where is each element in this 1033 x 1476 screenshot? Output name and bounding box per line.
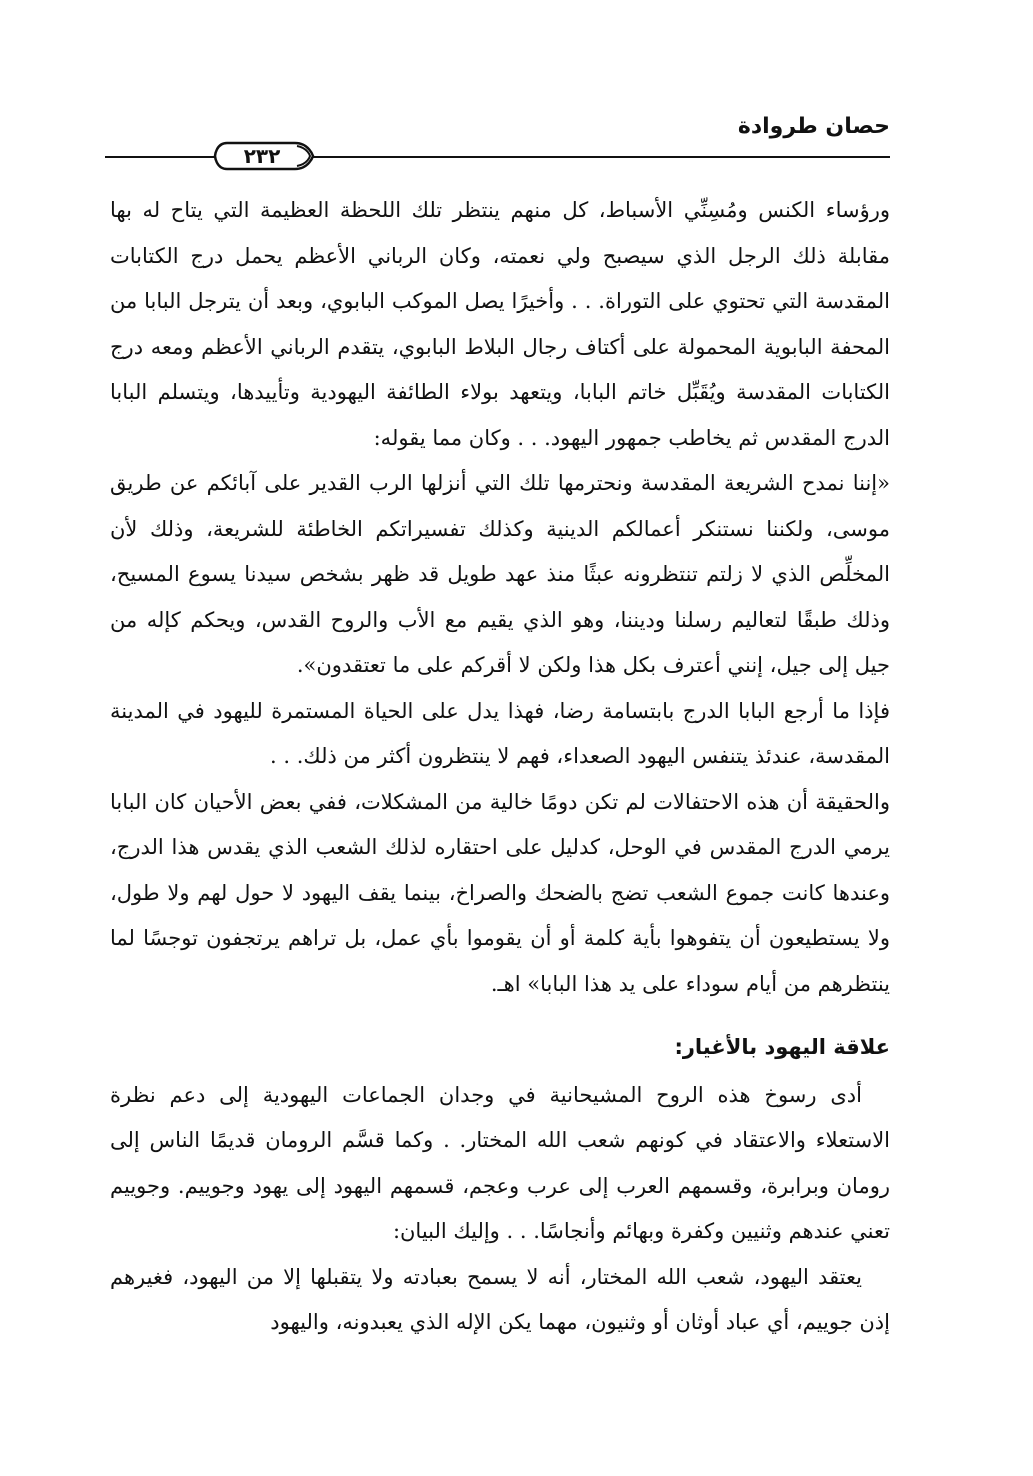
page-header bbox=[105, 108, 890, 192]
paragraph-procession: ورؤساء الكنس ومُسِنِّي الأسباط، كل منهم ينتظر تلك اللحظة العظيمة التي يتاح له بها مقابلة ذلك الرجل الذي سيصبح ولي نعمته، وكان الرباني الأعظم يحمل درج الكتابات المقدسة التي تحتوي على التوراة. . . وأخيرًا يصل الموكب البابوي، وبعد أن يترجل البابا من المحفة البابوية المحمولة على أكتاف رجال البلاط البابوي، يتقدم الرباني الأعظم ومعه درج الكتابات المقدسة ويُقَبِّل خاتم البابا، ويتعهد بولاء الطائفة اليهودية وتأييدها، ويتسلم البابا الدرج المقدس ثم يخاطب جمهور اليهود. . . وكان مما يقوله: bbox=[110, 198, 890, 450]
body-text bbox=[110, 188, 890, 1346]
book-title: حصان طروادة bbox=[737, 114, 890, 139]
paragraph-pope-speech: «إننا نمدح الشريعة المقدسة ونحترمها تلك التي أنزلها الرب القدير على آبائكم عن طريق موسى، ولكننا نستنكر أعمالكم الدينية وكذلك تفسيراتكم الخاطئة للشريعة، وذلك لأن المخلِّص الذي لا زلتم تنتظرونه عبثًا منذ عهد طويل قد ظهر بشخص سيدنا يسوع المسيح، وذلك طبقًا لتعاليم رسلنا وديننا، وهو الذي يقيم مع الأب والروح القدس، ويحكم كإله من جيل إلى جيل، إنني أعترف بكل هذا ولكن لا أقركم على ما تعتقدون». bbox=[110, 471, 890, 677]
paragraph-scroll-return: فإذا ما أرجع البابا الدرج بابتسامة رضا، فهذا يدل على الحياة المستمرة لليهود في المدينة المقدسة، عندئذ يتنفس اليهود الصعداء، فهم لا ينتظرون أكثر من ذلك. . . bbox=[110, 698, 890, 768]
section-heading: علاقة اليهود بالأغيار: bbox=[674, 1035, 890, 1059]
page-number-badge bbox=[213, 141, 317, 171]
paragraph-ceremony-problems: والحقيقة أن هذه الاحتفالات لم تكن دومًا خالية من المشكلات، ففي بعض الأحيان كان البابا يرمي الدرج المقدس في الوحل، كدليل على احتقاره لذلك الشعب الذي يقدس هذا الدرج، وعندها كانت جموع الشعب تضج بالضحك والصراخ، بينما يقف اليهود لا حول لهم ولا طول، ولا يستطيعون أن يتفوهوا بأية كلمة أو أن يقوموا بأي عمل، بل تراهم يرتجفون توجسًا لما ينتظرهم من أيام سوداء على يد هذا البابا» اهـ. bbox=[110, 789, 890, 996]
page-number: ٢٣٢ bbox=[243, 144, 281, 168]
paragraph-superiority: أدى رسوخ هذه الروح المشيحانية في وجدان الجماعات اليهودية إلى دعم نظرة الاستعلاء والاعتقاد في كونهم شعب الله المختار. . وكما قسَّم الرومان قديمًا الناس إلى رومان وبرابرة، وقسمهم العرب إلى عرب وعجم، قسمهم اليهود إلى يهود وجوييم. وجوييم تعني عندهم وثنيين وكفرة وبهائم وأنجاسًا. . . وإليك البيان: bbox=[110, 1082, 890, 1243]
paragraph-chosen-people: يعتقد اليهود، شعب الله المختار، أنه لا يسمح بعبادته ولا يتقبلها إلا من اليهود، فغيرهم إذن جوييم، أي عباد أوثان أو وثنيون، مهما يكن الإله الذي يعبدونه، واليهود bbox=[110, 1264, 890, 1334]
